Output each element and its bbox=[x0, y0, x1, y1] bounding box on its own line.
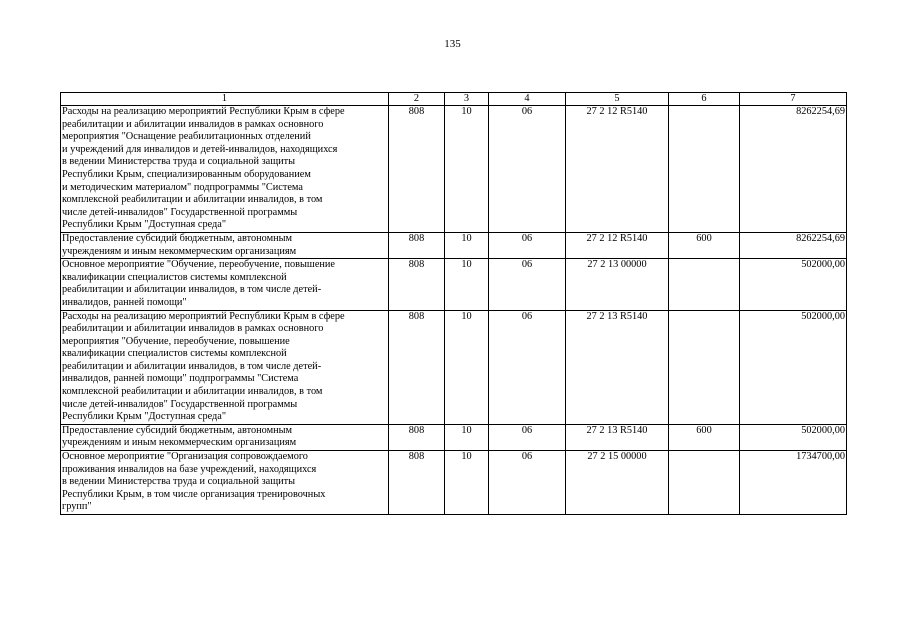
amount: 1734700,00 bbox=[740, 451, 847, 515]
expense-type-code bbox=[669, 106, 740, 233]
ministry-code: 808 bbox=[389, 259, 445, 310]
row-description: Основное мероприятие "Обучение, переобучение, повышение квалификации специалистов системы комплексной реабилитации и абилитации инвалидов, в том числе детей- инвалидов, ранней помощи" bbox=[61, 259, 389, 310]
column-header-1: 1 bbox=[61, 93, 389, 106]
subsection-code: 06 bbox=[489, 424, 566, 450]
column-header-3: 3 bbox=[445, 93, 489, 106]
row-description: Предоставление субсидий бюджетным, автономным учреждениям и иным некоммерческим организациям bbox=[61, 424, 389, 450]
section-code: 10 bbox=[445, 106, 489, 233]
row-description: Расходы на реализацию мероприятий Республики Крым в сфере реабилитации и абилитации инвалидов в рамках основного мероприятия "Оснащение реабилитационных отделений и учреждений для инвалидов и детей-инвалидов, находящихся в ведении Министерства труда и социальной защиты Республики Крым, специализированным оборудованием и методическим материалом" подпрограммы "Система комплексной реабилитации и абилитации инвалидов, в том числе детей-инвалидов" Государственной программы Республики Крым "Доступная среда" bbox=[61, 106, 389, 233]
section-code: 10 bbox=[445, 451, 489, 515]
table-row bbox=[61, 232, 847, 258]
column-header-5: 5 bbox=[566, 93, 669, 106]
table-row bbox=[61, 106, 847, 233]
row-description: Основное мероприятие "Организация сопровождаемого проживания инвалидов на базе учреждений, находящихся в ведении Министерства труда и социальной защиты Республики Крым, в том числе организация тренировочных групп" bbox=[61, 451, 389, 515]
amount: 502000,00 bbox=[740, 259, 847, 310]
expense-type-code bbox=[669, 259, 740, 310]
target-article-code: 27 2 15 00000 bbox=[566, 451, 669, 515]
amount: 502000,00 bbox=[740, 310, 847, 424]
column-header-6: 6 bbox=[669, 93, 740, 106]
amount: 8262254,69 bbox=[740, 232, 847, 258]
ministry-code: 808 bbox=[389, 106, 445, 233]
expense-type-code bbox=[669, 451, 740, 515]
section-code: 10 bbox=[445, 259, 489, 310]
header-row bbox=[61, 93, 847, 106]
column-header-7: 7 bbox=[740, 93, 847, 106]
subsection-code: 06 bbox=[489, 451, 566, 515]
target-article-code: 27 2 12 R5140 bbox=[566, 106, 669, 233]
table-row bbox=[61, 310, 847, 424]
subsection-code: 06 bbox=[489, 232, 566, 258]
subsection-code: 06 bbox=[489, 310, 566, 424]
expense-type-code: 600 bbox=[669, 424, 740, 450]
section-code: 10 bbox=[445, 310, 489, 424]
amount: 502000,00 bbox=[740, 424, 847, 450]
column-header-2: 2 bbox=[389, 93, 445, 106]
target-article-code: 27 2 13 00000 bbox=[566, 259, 669, 310]
section-code: 10 bbox=[445, 232, 489, 258]
page-number: 135 bbox=[444, 38, 461, 50]
row-description: Предоставление субсидий бюджетным, автономным учреждениям и иным некоммерческим организациям bbox=[61, 232, 389, 258]
table-row bbox=[61, 424, 847, 450]
target-article-code: 27 2 13 R5140 bbox=[566, 310, 669, 424]
subsection-code: 06 bbox=[489, 106, 566, 233]
table-row bbox=[61, 451, 847, 515]
ministry-code: 808 bbox=[389, 310, 445, 424]
target-article-code: 27 2 13 R5140 bbox=[566, 424, 669, 450]
ministry-code: 808 bbox=[389, 451, 445, 515]
subsection-code: 06 bbox=[489, 259, 566, 310]
section-code: 10 bbox=[445, 424, 489, 450]
row-description: Расходы на реализацию мероприятий Республики Крым в сфере реабилитации и абилитации инвалидов в рамках основного мероприятия "Обучение, переобучение, повышение квалификации специалистов системы комплексной реабилитации и абилитации инвалидов, в том числе детей- инвалидов, ранней помощи" подпрограммы "Система комплексной реабилитации и абилитации инвалидов, в том числе детей-инвалидов" Государственной программы Республики Крым "Доступная среда" bbox=[61, 310, 389, 424]
target-article-code: 27 2 12 R5140 bbox=[566, 232, 669, 258]
table-row bbox=[61, 259, 847, 310]
budget-table bbox=[60, 92, 847, 515]
expense-type-code bbox=[669, 310, 740, 424]
ministry-code: 808 bbox=[389, 232, 445, 258]
ministry-code: 808 bbox=[389, 424, 445, 450]
column-header-4: 4 bbox=[489, 93, 566, 106]
expense-type-code: 600 bbox=[669, 232, 740, 258]
amount: 8262254,69 bbox=[740, 106, 847, 233]
